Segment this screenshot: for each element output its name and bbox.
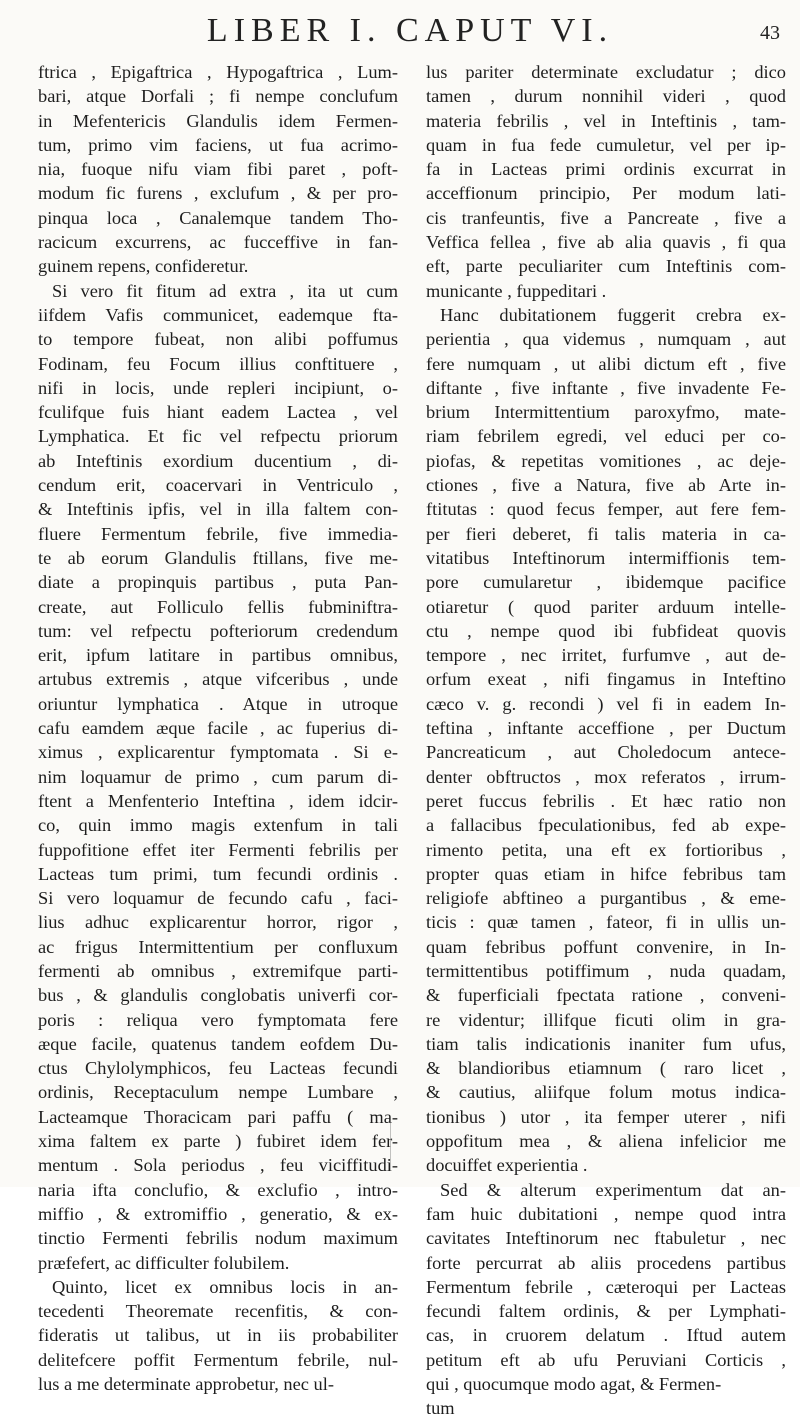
text-line: tum: [426, 1398, 455, 1419]
text-line: vitatibus Inteftinorum intermiffionis tem-: [426, 547, 786, 568]
text-line: brium Intermittentium paroxyfmo, mate-: [426, 402, 786, 423]
text-line: Lacteamque Thoracicam pari paffu ( ma-: [38, 1106, 398, 1127]
text-line: guinem repens, confideretur.: [38, 256, 249, 277]
text-line: ftitutas : quod fecus femper, aut fere fem-: [426, 499, 786, 520]
text-columns: [38, 60, 786, 1419]
text-line: præfefert, ac difficulter folubilem.: [38, 1252, 290, 1273]
text-line: fermenti ab omnibus , extremifque parti-: [38, 960, 398, 981]
text-line: riam febrilem egredi, vel educi per co-: [426, 426, 786, 447]
text-line: tionibus ) utor , ita femper uterer , nifi: [426, 1106, 786, 1127]
text-line: piofas, & repetitas vomitiones , ac deje-: [426, 450, 786, 471]
text-line: cendum erit, coacervari in Ventriculo ,: [38, 475, 398, 496]
text-line: quam in fua fede cumuletur, vel per ip-: [426, 134, 786, 155]
text-line: ab Inteftinis exordium ducentium , di-: [38, 450, 398, 471]
text-line: Lymphatica. Et fic vel refpectu priorum: [38, 426, 398, 447]
text-line: otiaretur ( quod pariter arduum intelle-: [426, 596, 786, 617]
text-line: Lacteas tum primi, tum fecundi ordinis .: [38, 863, 398, 884]
text-line: nifi in locis, unde repleri incipiunt, o-: [38, 377, 398, 398]
text-line: perientia , qua videmus , numquam , aut: [426, 329, 786, 350]
text-line: bari, atque Dorfali ; fi nempe conclufum: [38, 86, 398, 107]
text-line: Pancreaticum , aut Choledocum antece-: [426, 742, 786, 763]
text-line: forte percurrat ab aliis procedens partibus: [426, 1252, 786, 1273]
text-line: æque facile, quatenus tandem eofdem Du-: [38, 1033, 398, 1054]
text-line: poris : reliqua vero fymptomata fere: [38, 1009, 398, 1030]
text-line: qui , quocumque modo agat, & Fermen-: [426, 1374, 722, 1395]
text-line: fideratis ut talibus, ut in iis probabiliter: [38, 1325, 398, 1346]
text-line: tum, primo vim faciens, ut fua acrimo-: [38, 134, 398, 155]
text-line: Quinto, licet ex omnibus locis in an-: [52, 1276, 398, 1297]
text-line: fa in Lacteas primi ordinis excurrat in: [426, 159, 786, 180]
text-line: pore cumularetur , ibidemque pacifice: [426, 572, 786, 593]
text-line: tinctio Fermenti febrilis nodum maximum: [38, 1228, 398, 1249]
text-line: & cautius, aliifque folum motus indica-: [426, 1082, 786, 1103]
text-line: cis tranfeuntis, five a Pancreate , five a: [426, 207, 786, 228]
left-column: [38, 60, 398, 1395]
page-header: [40, 8, 780, 56]
text-line: fecundi faltem ordinis, & per Lymphati-: [426, 1301, 786, 1322]
text-line: ftrica , Epigaftrica , Hypogaftrica , Lum-: [38, 62, 398, 82]
text-line: fluere Fermentum febrile, five immedia-: [38, 523, 398, 544]
text-line: cæco v. g. recondi ) vel fi in eadem In-: [426, 693, 786, 714]
text-line: Fermentum febrile , cæteroqui per Lacteas: [426, 1276, 786, 1297]
margin-mark: [390, 1120, 409, 1170]
text-line: create, aut Folliculo fellis fubminiftra-: [38, 596, 398, 617]
text-line: co, quin immo magis extenfum in tali: [38, 815, 398, 836]
text-line: teftina , inftante acceffione , per Ductum: [426, 718, 786, 739]
text-line: diftante , five inftante , five invadente Fe-: [426, 377, 786, 398]
text-line: in Mefentericis Glandulis idem Fermen-: [38, 110, 398, 131]
text-line: erit, ipfum latitare in partibus omnibus,: [38, 645, 398, 666]
text-line: fam huic dubitationi , nempe quod intra: [426, 1203, 786, 1224]
text-line: ximus , explicarentur fymptomata . Si e-: [38, 742, 398, 763]
text-line: to tempore fubeat, non alibi poffumus: [38, 329, 398, 350]
text-line: naria ifta conclufio, & exclufio , intro-: [38, 1179, 398, 1200]
text-line: fculifque fuis hiant eadem Lactea , vel: [38, 402, 398, 423]
text-line: denter obftructos , mox referatos , irrum-: [426, 766, 786, 787]
text-line: Si vero fit fitum ad extra , ita ut cum: [52, 280, 398, 301]
text-line: Sed & alterum experimentum dat an-: [440, 1179, 786, 1200]
text-line: lus pariter determinate excludatur ; dico: [426, 62, 786, 82]
text-line: & blandioribus etiamnum ( raro licet ,: [426, 1058, 786, 1079]
text-line: nim loquamur de primo , cum parum di-: [38, 766, 398, 787]
text-line: & fuperficiali fpectata ratione , conveni-: [426, 985, 786, 1006]
text-line: fuppofitione effet iter Fermenti febrilis per: [38, 839, 398, 860]
text-line: cavitates Inteftinorum nec ftabuletur , nec: [426, 1228, 786, 1249]
text-line: oppofitum mea , & aliena infelicior me: [426, 1131, 786, 1152]
right-column: [426, 60, 786, 1419]
text-line: tum: vel refpectu pofteriorum credendum: [38, 620, 398, 641]
text-line: petitum eft ab ufu Peruviani Corticis ,: [426, 1349, 786, 1370]
text-line: cafu eamdem æque facile , ac fuperius di-: [38, 718, 398, 739]
text-line: Fodinam, feu Focum illius conftituere ,: [38, 353, 398, 374]
page-number: 43: [760, 22, 780, 44]
text-line: re videntur; illifque ficuti olim in gra-: [426, 1009, 786, 1030]
text-line: ctu , nempe quod ibi fubfideat quovis: [426, 620, 786, 641]
text-line: nia, fuoque nifu viam fibi paret , poft-: [38, 159, 398, 180]
text-line: fere numquam , ut alibi dictum eft , five: [426, 353, 786, 374]
text-line: Hanc dubitationem fuggerit crebra ex-: [440, 304, 786, 325]
text-line: tiam talis indicationis inaniter fum ufus,: [426, 1033, 786, 1054]
text-line: cas, in cruorem delatum . Iftud autem: [426, 1325, 786, 1346]
text-line: municante , fuppeditari .: [426, 280, 607, 301]
text-line: eft, parte peculiariter cum Inteftinis com-: [426, 256, 786, 277]
text-line: pinqua loca , Canalemque tandem Tho-: [38, 207, 398, 228]
text-line: ctiones , five a Natura, five ab Arte in-: [426, 475, 786, 496]
text-line: ctus Chylolymphicos, feu Lacteas fecundi: [38, 1058, 398, 1079]
text-line: rimento petita, una eft ex fortioribus ,: [426, 839, 786, 860]
text-line: mentum . Sola periodus , feu viciffitudi-: [38, 1155, 398, 1176]
text-line: termittentibus potiffimum , nuda quadam,: [426, 960, 786, 981]
text-line: acceffionum principio, Per modum lati-: [426, 183, 786, 204]
text-line: religiofe abftineo a purgantibus , & eme-: [426, 888, 786, 909]
text-line: ac frigus Intermittentium per confluxum: [38, 936, 398, 957]
text-line: per fieri deberet, fi talis materia in ca-: [426, 523, 786, 544]
text-line: lus a me determinate approbetur, nec ul-: [38, 1374, 334, 1395]
text-line: ordinis, Receptaculum nempe Lumbare ,: [38, 1082, 398, 1103]
text-line: a fallacibus fpeculationibus, fed ab expe-: [426, 815, 786, 836]
text-line: propter quas etiam in hifce febribus tam: [426, 863, 786, 884]
text-line: tecedenti Theoremate recenfitis, & con-: [38, 1301, 398, 1322]
text-line: bus , & glandulis conglobatis univerfi cor-: [38, 985, 398, 1006]
text-line: diate a propinquis partibus , puta Pan-: [38, 572, 398, 593]
running-title: LIBER I. CAPUT VI.: [206, 12, 614, 49]
text-line: lius adhuc explicarentur horror, rigor ,: [38, 912, 398, 933]
text-line: oriuntur lymphatica . Atque in utroque: [38, 693, 398, 714]
text-line: peret fuccus febrilis . Et hæc ratio non: [426, 790, 786, 811]
text-line: xima faltem ex parte ) fubiret idem fer-: [38, 1131, 398, 1152]
text-line: tamen , durum nonnihil videri , quod: [426, 86, 786, 107]
text-line: miffio , & extromiffio , generatio, & ex-: [38, 1203, 398, 1224]
text-line: delitefcere poffit Fermentum febrile, nul-: [38, 1349, 398, 1370]
text-line: quam febribus poffunt convenire, in In-: [426, 936, 786, 957]
text-line: & Inteftinis ipfis, vel in illa faltem con-: [38, 499, 398, 520]
text-line: artubus extremis , atque vifceribus , unde: [38, 669, 398, 690]
text-line: tempore , nec irritet, furfumve , aut de-: [426, 645, 786, 666]
text-line: te ab eorum Glandulis ftillans, five me-: [38, 547, 398, 568]
text-line: Si vero loquamur de fecundo cafu , faci-: [38, 888, 398, 909]
text-line: orfum exeat , nifi fingamus in Inteftino: [426, 669, 786, 690]
text-line: Veffica fellea , five ab alia quavis , fi qua: [426, 232, 786, 253]
text-line: ftent a Menfenterio Inteftina , idem idcir-: [38, 790, 398, 811]
text-line: materia febrilis , vel in Inteftinis , tam-: [426, 110, 786, 131]
text-line: iifdem Vafis communicet, eademque fta-: [38, 304, 398, 325]
text-line: ticis : quæ tamen , fateor, fi in ullis un-: [426, 912, 786, 933]
text-line: modum fic furens , exclufum , & per pro-: [38, 183, 398, 204]
text-line: racicum excurrens, ac fucceffive in fan-: [38, 232, 398, 253]
text-line: docuiffet experientia .: [426, 1155, 588, 1176]
